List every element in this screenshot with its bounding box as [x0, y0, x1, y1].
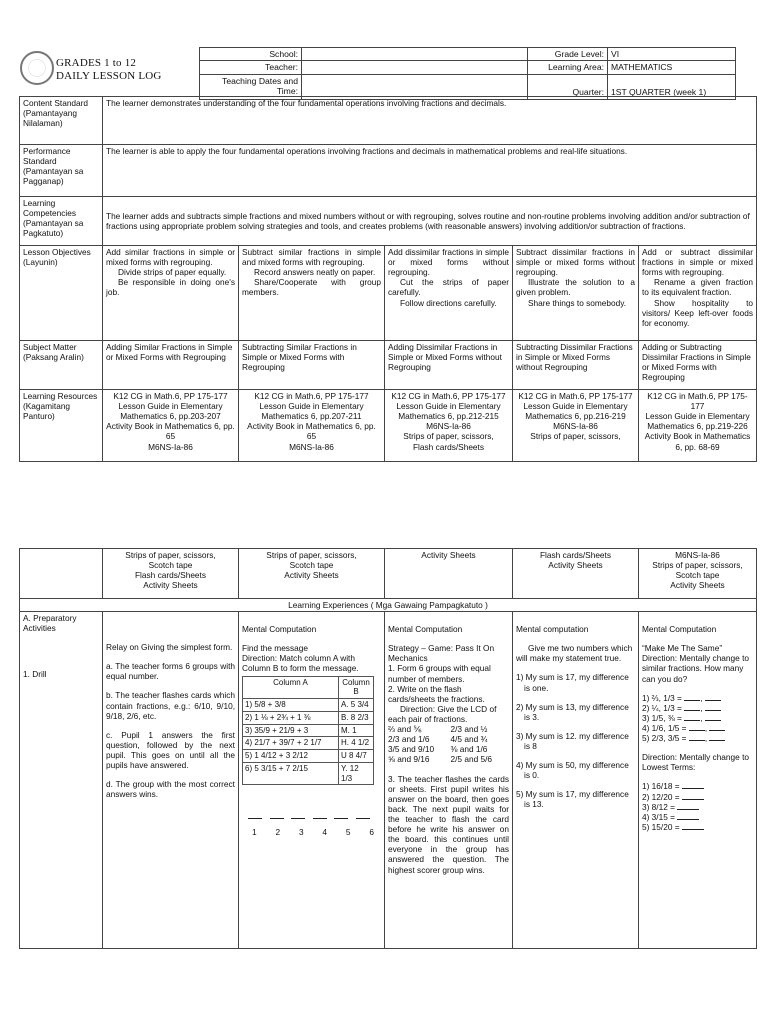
resource-item: K12 CG in Math.6, PP 175-177 — [113, 391, 228, 401]
answer-number: 4 — [322, 827, 328, 838]
drill-text: Relay on Giving the simplest form. — [106, 642, 233, 653]
answer-number: 1 — [252, 827, 257, 838]
answer-blank[interactable] — [682, 792, 704, 800]
material-item: Scotch tape — [289, 560, 334, 571]
day5-direction-2: Direction: Mentally change to Lowest Terms: — [642, 752, 749, 773]
similar-item: 2) ¼, 1/3 = , — [642, 703, 753, 713]
day5-quote: “Make Me The Same” — [642, 643, 723, 654]
dates-label-line-1: Teaching Dates and — [222, 75, 298, 86]
performance-standard-text: The learner is able to apply the four fundamental operations involving fractions and decimals in mathematical problems and real-life situations. — [103, 145, 757, 197]
objectives-day-5 — [639, 246, 757, 341]
drill-day-3 — [385, 612, 513, 949]
drill-text: a. The teacher forms 6 groups with equal number. — [106, 661, 235, 682]
answer-blank[interactable] — [705, 693, 721, 701]
material-item: Scotch tape — [675, 570, 720, 581]
subject-matter-day-5: Adding or Subtracting Dissimilar Fractions in Simple or Mixed Forms with Regrouping — [639, 341, 757, 390]
resource-item: Lesson Guide in Elementary Mathematics 6, pp.203-207 — [118, 401, 223, 422]
answer-blank[interactable] — [709, 733, 725, 741]
objectives-day-3 — [385, 246, 513, 341]
subject-matter-day-1: Adding Similar Fractions in Simple or Mixed Forms with Regrouping — [103, 341, 239, 390]
resource-item: M6NS-Ia-86 — [426, 421, 471, 432]
teacher-label: Teacher: — [200, 61, 302, 74]
resource-item: Strips of paper, scissors, — [530, 431, 621, 442]
similar-item: 4) 1/6, 1/5 = , — [642, 723, 753, 733]
day3-step: 1. Form 6 groups with equal number of members. — [388, 663, 491, 684]
answer-blanks — [242, 811, 370, 819]
similar-item: 5) 2/3, 3/5 = , — [642, 733, 753, 743]
materials-day-1 — [103, 549, 239, 599]
lowest-item-text: 2) 12/20 = — [642, 791, 680, 802]
objective-text: Subtract similar fractions in simple and mixed forms with regrouping. — [242, 247, 381, 268]
material-item: Activity Sheets — [284, 570, 339, 581]
answer-blank[interactable] — [313, 811, 327, 819]
learning-experiences-table — [19, 548, 757, 949]
day4-item-line: is 13. — [524, 799, 544, 810]
lowest-item — [642, 822, 753, 832]
day2-heading: Mental Computation — [242, 624, 317, 635]
match-b: U 8 4/7 — [339, 750, 374, 763]
resource-item: Lesson Guide in Elementary Mathematics 6, pp.216-219 — [523, 401, 628, 422]
learning-area-label: Learning Area: — [528, 61, 608, 74]
day4-item-line: 5) My sum is 17, my difference — [516, 789, 629, 800]
resources-day-4 — [513, 390, 639, 462]
subject-matter-day-4: Subtracting Dissimilar Fractions in Simple or Mixed Forms without Regrouping — [513, 341, 639, 390]
day4-item-line: 3) My sum is 12. my difference — [516, 730, 629, 741]
objective-text: Add or subtract dissimilar fractions in simple or mixed forms with regrouping. — [642, 247, 753, 278]
lcd-pair: 3/5 and 9/10 — [388, 744, 435, 755]
materials-day-4 — [513, 549, 639, 599]
objective-text: Rename a given fraction to its equivalent fraction. — [642, 277, 753, 298]
material-item: Flash cards/Sheets — [539, 550, 612, 560]
day5-direction: Direction: Mentally change to similar fractions. How many can you do? — [642, 653, 749, 684]
similar-item: 1) ⅔, 1/3 = , — [642, 693, 753, 703]
resources-row — [20, 390, 757, 462]
learning-area-value: MATHEMATICS — [608, 61, 736, 74]
answer-blank[interactable] — [684, 703, 700, 711]
material-item: Activity Sheets — [143, 580, 198, 591]
objective-text: Record answers neatly on paper. — [254, 267, 376, 278]
column-b-header: Column B — [339, 676, 374, 699]
objective-text: Cut the strips of paper carefully. — [388, 277, 509, 298]
answer-blank[interactable] — [677, 812, 699, 820]
document-title — [56, 57, 162, 83]
objective-text: Add similar fractions in simple or mixed forms with regrouping. — [106, 247, 235, 268]
objective-text: Be responsible in doing one's job. — [106, 277, 235, 298]
day3-heading: Mental Computation — [388, 624, 463, 635]
materials-day-5 — [639, 549, 757, 599]
objectives-day-4 — [513, 246, 639, 341]
match-a: 4) 21/7 + 39/7 + 2 1/7 — [243, 737, 339, 750]
materials-day-2 — [239, 549, 385, 599]
answer-blank[interactable] — [684, 713, 700, 721]
performance-standard-label: Performance Standard (Pamantayan sa Pagganap) — [20, 145, 103, 197]
day4-intro: Give me two numbers which will make my statement true. — [516, 643, 633, 664]
lowest-item — [642, 792, 753, 802]
performance-standard-row — [20, 145, 757, 197]
match-b: M. 1 — [339, 724, 374, 737]
day3-step: 2. Write on the flash cards/sheets the fractions. — [388, 683, 485, 704]
resources-day-3 — [385, 390, 513, 462]
match-b: H. 4 1/2 — [339, 737, 374, 750]
day4-item-line: 2) My sum is 13, my difference — [516, 701, 629, 712]
answer-blank[interactable] — [684, 693, 700, 701]
resource-item: Activity Book in Mathematics 6, pp. 65 — [247, 421, 376, 442]
match-a: 6) 5 3/15 + 7 2/15 — [243, 762, 339, 785]
materials-day-3 — [385, 549, 513, 599]
day3-step: 3. The teacher flashes the cards or sheets. First pupil writes his answer on the board, then goes back. The next pupil waits for the teacher to flash the card before he write his answer on the board. this continues until everyone in the group has answered the question. The highest scorer group wins. — [388, 773, 509, 875]
day4-heading: Mental computation — [516, 624, 589, 635]
drill-text: d. The group with the most correct answers wins. — [106, 779, 235, 800]
drill-day-1 — [103, 612, 239, 949]
objective-text: Divide strips of paper equally. — [118, 267, 227, 278]
subject-matter-label: Subject Matter (Paksang Aralin) — [20, 341, 103, 390]
column-a-header: Column A — [243, 676, 339, 699]
drill-day-2 — [239, 612, 385, 949]
material-item: Activity Sheets — [421, 550, 476, 560]
answer-number: 5 — [345, 827, 351, 838]
competencies-row — [20, 197, 757, 246]
resource-item: Lesson Guide in Elementary Mathematics 6, pp.207-211 — [259, 401, 364, 422]
lowest-item-text: 3) 8/12 = — [642, 801, 675, 812]
material-item: Scotch tape — [148, 560, 193, 571]
day4-item-line: 4) My sum is 50, my difference — [516, 760, 629, 771]
day4-item — [516, 672, 635, 692]
answer-number: 3 — [298, 827, 304, 838]
materials-label-empty — [20, 549, 103, 599]
lowest-item-text: 4) 3/15 = — [642, 811, 675, 822]
material-item: Activity Sheets — [548, 560, 603, 571]
day2-direction: Direction: Match column A with Column B to form the message. — [242, 653, 359, 674]
objective-text: Illustrate the solution to a given problem. — [516, 277, 635, 298]
lcd-pair: ⅔ and ⅚ — [388, 724, 422, 735]
resources-day-5 — [639, 390, 757, 462]
drill-day-4 — [513, 612, 639, 949]
school-label: School: — [200, 48, 302, 61]
grade-level-label: Grade Level: — [528, 48, 608, 61]
lowest-item-text: 5) 15/20 = — [642, 821, 680, 832]
match-b: A. 5 3/4 — [339, 699, 374, 712]
answer-blank[interactable] — [356, 811, 370, 819]
header-table — [199, 47, 736, 100]
lesson-log-table — [19, 96, 757, 462]
answer-blank[interactable] — [689, 723, 705, 731]
learning-experiences-heading: Learning Experiences ( Mga Gawaing Pampagkatuto ) — [20, 599, 757, 612]
competencies-text: The learner adds and subtracts simple fractions and mixed numbers without or with regrouping, solves routine and non-routine problems involving addition and/or subtraction of fractions using appropriate problem solving strategies and tools, and creates problems (with reasonable answers) involving addition/or subtraction of fractions. — [103, 197, 757, 246]
material-item: Activity Sheets — [670, 580, 725, 591]
day4-item — [516, 789, 635, 809]
similar-item: 3) 1/5, ⅜ = , — [642, 713, 753, 723]
similar-fraction-items — [642, 693, 753, 744]
title-line-1: GRADES 1 to 12 — [56, 57, 137, 69]
answer-blank[interactable] — [705, 703, 721, 711]
quarter-label: Quarter: — [528, 74, 608, 99]
answer-blank[interactable] — [705, 713, 721, 721]
day2-find: Find the message — [242, 643, 308, 654]
answer-blank[interactable] — [682, 822, 704, 830]
match-a: 3) 35/9 + 21/9 + 3 — [243, 724, 339, 737]
drill-label: 1. Drill — [23, 669, 47, 680]
lcd-pair: 4/5 and ¾ — [450, 734, 488, 745]
answer-blank[interactable] — [682, 781, 704, 789]
answer-numbers — [242, 827, 374, 837]
preparatory-label-cell — [20, 612, 103, 949]
resource-item: M6NS-Ia-86 — [148, 441, 193, 452]
day4-item-line: is 8 — [524, 740, 537, 751]
content-standard-label: Content Standard (Pamantayang Nilalaman) — [20, 97, 103, 145]
material-item: Strips of paper, scissors, — [266, 550, 357, 560]
answer-blank[interactable] — [248, 811, 262, 819]
school-field[interactable] — [302, 48, 528, 61]
lcd-pair: 2/5 and 5/6 — [450, 754, 493, 765]
similar-item-text: 2) ¼, 1/3 = — [642, 702, 682, 713]
preparatory-label: A. Preparatory Activities — [23, 613, 77, 634]
deped-seal — [20, 51, 54, 85]
lcd-pair: ⅝ and 9/16 — [388, 754, 430, 765]
preparatory-row — [20, 612, 757, 949]
day4-item — [516, 702, 635, 722]
answer-blank[interactable] — [689, 733, 705, 741]
day4-item-line: is one. — [524, 682, 549, 693]
resource-item: Strips of paper, scissors, — [403, 431, 494, 442]
match-a: 2) 1 ⅛ + 2¾ + 1 ⅜ — [243, 711, 339, 724]
similar-item-text: 3) 1/5, ⅜ = — [642, 712, 682, 723]
content-standard-text: The learner demonstrates understanding of the four fundamental operations involving fractions and decimals. — [103, 97, 757, 145]
objectives-day-2 — [239, 246, 385, 341]
day4-item-line: is 0. — [524, 770, 540, 781]
drill-day-5 — [639, 612, 757, 949]
lowest-item — [642, 802, 753, 812]
answer-blank[interactable] — [677, 802, 699, 810]
resource-item: Lesson Guide in Elementary Mathematics 6, pp.212-215 — [396, 401, 501, 422]
drill-text: c. Pupil 1 answers the first question, followed by the next pupil. This goes on until all the pupils have answered. — [106, 729, 235, 771]
objective-text: Share/Cooperate with group members. — [242, 277, 381, 298]
competencies-label: Learning Competencies (Pamantayan sa Pagkatuto) — [20, 197, 103, 246]
lcd-pairs — [388, 724, 509, 764]
day4-item — [516, 731, 635, 751]
lowest-item — [642, 781, 753, 791]
resources-day-2 — [239, 390, 385, 462]
objective-text: Share things to somebody. — [528, 297, 627, 308]
resource-item: Activity Book in Mathematics 6, pp. 68-69 — [644, 431, 751, 452]
answer-blank[interactable] — [334, 811, 348, 819]
material-item: Strips of paper, scissors, — [652, 560, 743, 571]
objective-text: Add dissimilar fractions in simple or mixed forms without regrouping. — [388, 247, 509, 278]
objectives-label: Lesson Objectives (Layunin) — [20, 246, 103, 341]
subject-matter-day-3: Adding Dissimilar Fractions in Simple or Mixed Forms without Regrouping — [385, 341, 513, 390]
lcd-pair: ⅜ and 1/6 — [450, 744, 488, 755]
match-b: B. 8 2/3 — [339, 711, 374, 724]
lcd-pair: 2/3 and 1/6 — [388, 734, 430, 745]
answer-blank[interactable] — [270, 811, 284, 819]
quarter-value: 1ST QUARTER (week 1) — [608, 74, 736, 99]
drill-text: b. The teacher flashes cards which contain fractions, e.g.: 6/10, 9/10, 9/18, 2/6, etc. — [106, 690, 235, 721]
subject-matter-row — [20, 341, 757, 390]
content-standard-row — [20, 97, 757, 145]
day4-item — [516, 760, 635, 780]
objectives-row — [20, 246, 757, 341]
resource-item: Flash cards/Sheets — [412, 441, 485, 452]
material-item: Strips of paper, scissors, — [125, 550, 216, 560]
resources-label: Learning Resources (Kagamitang Panturo) — [20, 390, 103, 462]
day4-item-line: is 3. — [524, 711, 540, 722]
resource-item: Lesson Guide in Elementary Mathematics 6, pp.219-226 — [645, 411, 750, 432]
answer-blank[interactable] — [709, 723, 725, 731]
similar-item-text: 5) 2/3, 3/5 = — [642, 733, 687, 744]
match-table — [242, 676, 374, 786]
similar-item-text: 4) 1/6, 1/5 = — [642, 722, 687, 733]
lcd-pair: 2/3 and ½ — [450, 724, 488, 735]
resource-item: M6NS-Ia-86 — [289, 441, 334, 452]
objective-text: Subtract dissimilar fractions in simple or mixed forms without regrouping. — [516, 247, 635, 278]
materials-row — [20, 549, 757, 599]
lowest-item — [642, 812, 753, 822]
match-a: 1) 5/8 + 3/8 — [243, 699, 339, 712]
day4-item-line: 1) My sum is 17, my difference — [516, 672, 629, 683]
day3-strategy: Strategy – Game: Pass It On Mechanics — [388, 643, 495, 664]
similar-item-text: 1) ⅔, 1/3 = — [642, 692, 682, 703]
material-item: Flash cards/Sheets — [134, 570, 207, 581]
objective-text: Follow directions carefully. — [400, 297, 497, 308]
day5-heading: Mental Computation — [642, 624, 717, 635]
answer-number: 6 — [369, 827, 374, 838]
subject-matter-day-2: Subtracting Similar Fractions in Simple or Mixed Forms with Regrouping — [239, 341, 385, 390]
dates-label-line-2: Time: — [276, 86, 298, 97]
resource-item: K12 CG in Math.6, PP 175-177 — [391, 391, 506, 401]
answer-number: 2 — [275, 827, 281, 838]
match-b: Y. 12 1/3 — [339, 762, 374, 785]
resource-item: K12 CG in Math.6, PP 175-177 — [254, 391, 369, 401]
day3-direction: Direction: Give the LCD of each pair of fractions. — [388, 703, 497, 724]
lowest-terms-items — [642, 781, 753, 832]
title-line-2: DAILY LESSON LOG — [56, 70, 162, 83]
resource-item: K12 CG in Math.6, PP 175-177 — [518, 391, 633, 401]
objectives-day-1 — [103, 246, 239, 341]
lowest-item-text: 1) 16/18 = — [642, 781, 680, 792]
material-item: M6NS-Ia-86 — [675, 550, 720, 560]
resources-day-1 — [103, 390, 239, 462]
objective-text: Show hospitality to visitors/ Keep left-over foods for economy. — [642, 297, 753, 328]
match-a: 5) 1 4/12 + 3 2/12 — [243, 750, 339, 763]
teacher-field[interactable] — [302, 61, 528, 74]
resource-item: Activity Book in Mathematics 6, pp. 65 — [106, 421, 235, 442]
answer-blank[interactable] — [291, 811, 305, 819]
resource-item: M6NS-Ia-86 — [553, 421, 598, 432]
grade-level-value: VI — [608, 48, 736, 61]
resource-item: K12 CG in Math.6, PP 175-177 — [647, 391, 748, 412]
